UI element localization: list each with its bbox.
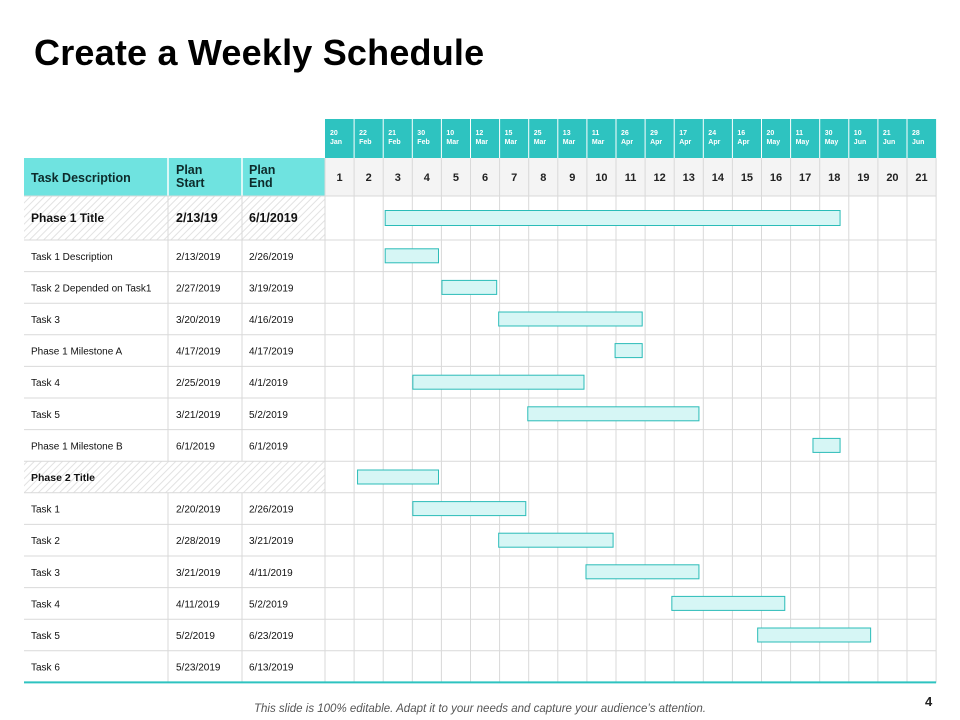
task-end: 5/2/2019 <box>249 409 288 421</box>
phase-start: 2/13/19 <box>176 211 218 225</box>
week-number-label: 1 <box>336 172 343 184</box>
week-date-label: 20 May <box>766 130 781 146</box>
task-bar <box>586 565 699 579</box>
task-description: Task 4 <box>31 599 60 611</box>
week-number-label: 15 <box>740 172 754 184</box>
task-bar <box>615 344 642 358</box>
week-date-label: 30 May <box>824 130 839 146</box>
week-number-label: 12 <box>653 172 666 184</box>
task-description: Task 4 <box>31 378 60 390</box>
task-bar <box>528 407 699 421</box>
week-date-label: 13 Mar <box>562 130 576 146</box>
task-end: 2/26/2019 <box>249 251 294 263</box>
week-date-label: 26 Apr <box>621 130 634 146</box>
week-number-label: 3 <box>394 172 401 184</box>
task-start: 6/1/2019 <box>176 441 215 453</box>
task-end: 4/16/2019 <box>249 315 294 326</box>
week-number-label: 19 <box>857 172 870 184</box>
week-number-label: 20 <box>886 172 899 184</box>
task-bar <box>385 249 438 263</box>
week-date-label: 29 Apr <box>650 130 663 146</box>
task-start: 2/27/2019 <box>176 283 221 295</box>
task-end: 4/17/2019 <box>249 346 294 358</box>
task-description: Phase 1 Milestone B <box>31 441 123 453</box>
task-end: 5/2/2019 <box>249 599 288 611</box>
task-bar <box>413 502 526 516</box>
week-number-label: 7 <box>511 172 518 184</box>
week-number-label: 11 <box>624 172 637 184</box>
task-description: Task 3 <box>31 315 60 326</box>
week-date-label: 16 Apr <box>737 130 750 146</box>
footer-note: This slide is 100% editable. Adapt it to your needs and capture your audience’s attention. <box>254 703 706 715</box>
week-date-label: 17 Apr <box>679 130 692 146</box>
week-number-label: 17 <box>799 172 812 184</box>
week-date-label: 21 Feb <box>388 130 401 146</box>
task-bar <box>672 596 785 610</box>
task-bar <box>813 438 840 452</box>
task-bar <box>758 628 871 642</box>
week-date-label: 11 May <box>795 130 810 146</box>
phase-title: Phase 2 Title <box>31 472 96 484</box>
week-number-label: 10 <box>595 172 608 184</box>
task-end: 3/21/2019 <box>249 536 294 548</box>
week-date-label: 12 Mar <box>475 130 488 146</box>
task-bar <box>499 533 613 547</box>
task-description: Task 6 <box>31 662 60 674</box>
week-date-label: 21 Jun <box>882 130 896 146</box>
week-date-label: 22 Feb <box>359 130 372 146</box>
week-number-label: 2 <box>365 172 372 184</box>
week-number-label: 5 <box>452 172 460 184</box>
task-end: 4/11/2019 <box>249 567 293 579</box>
task-start: 3/21/2019 <box>176 567 221 579</box>
task-description: Task 2 Depended on Task1 <box>31 283 152 295</box>
week-number-label: 21 <box>915 172 928 184</box>
week-number-label: 14 <box>711 172 724 184</box>
task-description: Task 3 <box>31 567 60 579</box>
task-start: 5/2/2019 <box>176 631 215 642</box>
task-header-label: Task Description <box>31 171 131 185</box>
week-number-label: 6 <box>481 172 489 184</box>
week-number-label: 4 <box>423 172 430 184</box>
week-date-label: 25 Mar <box>533 130 547 146</box>
week-number-label: 18 <box>828 172 841 184</box>
task-bar <box>413 375 584 389</box>
week-number-label: 8 <box>540 172 547 184</box>
task-start: 2/13/2019 <box>176 251 221 263</box>
week-date-label: 28 Jun <box>912 130 925 146</box>
task-end: 2/26/2019 <box>249 504 294 516</box>
task-start: 2/28/2019 <box>176 536 221 548</box>
page-number: 4 <box>925 694 933 709</box>
task-end: 6/23/2019 <box>249 631 294 642</box>
task-start: 4/11/2019 <box>176 599 220 611</box>
task-description: Phase 1 Milestone A <box>31 346 123 358</box>
task-description: Task 1 Description <box>31 251 113 263</box>
task-start: 5/23/2019 <box>176 662 221 674</box>
week-date-label: 15 Mar <box>504 130 518 146</box>
week-number-label: 16 <box>769 172 783 184</box>
start-header-label: Plan Start <box>176 163 205 190</box>
task-end: 6/13/2019 <box>249 662 294 674</box>
phase-end: 6/1/2019 <box>249 211 298 225</box>
task-start: 2/20/2019 <box>176 504 221 516</box>
task-description: Task 2 <box>31 536 60 548</box>
task-bar <box>442 280 497 294</box>
week-date-label: 20 Jan <box>330 130 343 146</box>
week-date-label: 30 Feb <box>417 130 430 146</box>
task-description: Task 1 <box>31 504 60 516</box>
phase-title: Phase 1 Title <box>31 211 105 225</box>
week-date-label: 10 Mar <box>446 130 459 146</box>
week-date-label: 11 Mar <box>591 130 605 146</box>
task-start: 4/17/2019 <box>176 346 221 358</box>
task-end: 6/1/2019 <box>249 441 288 453</box>
task-bar <box>499 312 643 326</box>
task-end: 3/19/2019 <box>249 283 294 295</box>
week-number-label: 9 <box>569 172 576 184</box>
task-end: 4/1/2019 <box>249 378 288 390</box>
task-description: Task 5 <box>31 631 60 642</box>
task-description: Task 5 <box>31 409 60 421</box>
week-date-label: 10 Jun <box>853 130 867 146</box>
task-start: 2/25/2019 <box>176 378 221 390</box>
week-date-label: 24 Apr <box>708 130 721 146</box>
task-start: 3/21/2019 <box>176 409 221 421</box>
end-header-label: Plan End <box>249 163 276 190</box>
phase-bar <box>385 211 840 226</box>
week-number-label: 13 <box>682 172 695 184</box>
task-start: 3/20/2019 <box>176 315 221 326</box>
phase-bar <box>358 470 439 484</box>
page-title: Create a Weekly Schedule <box>34 32 485 73</box>
